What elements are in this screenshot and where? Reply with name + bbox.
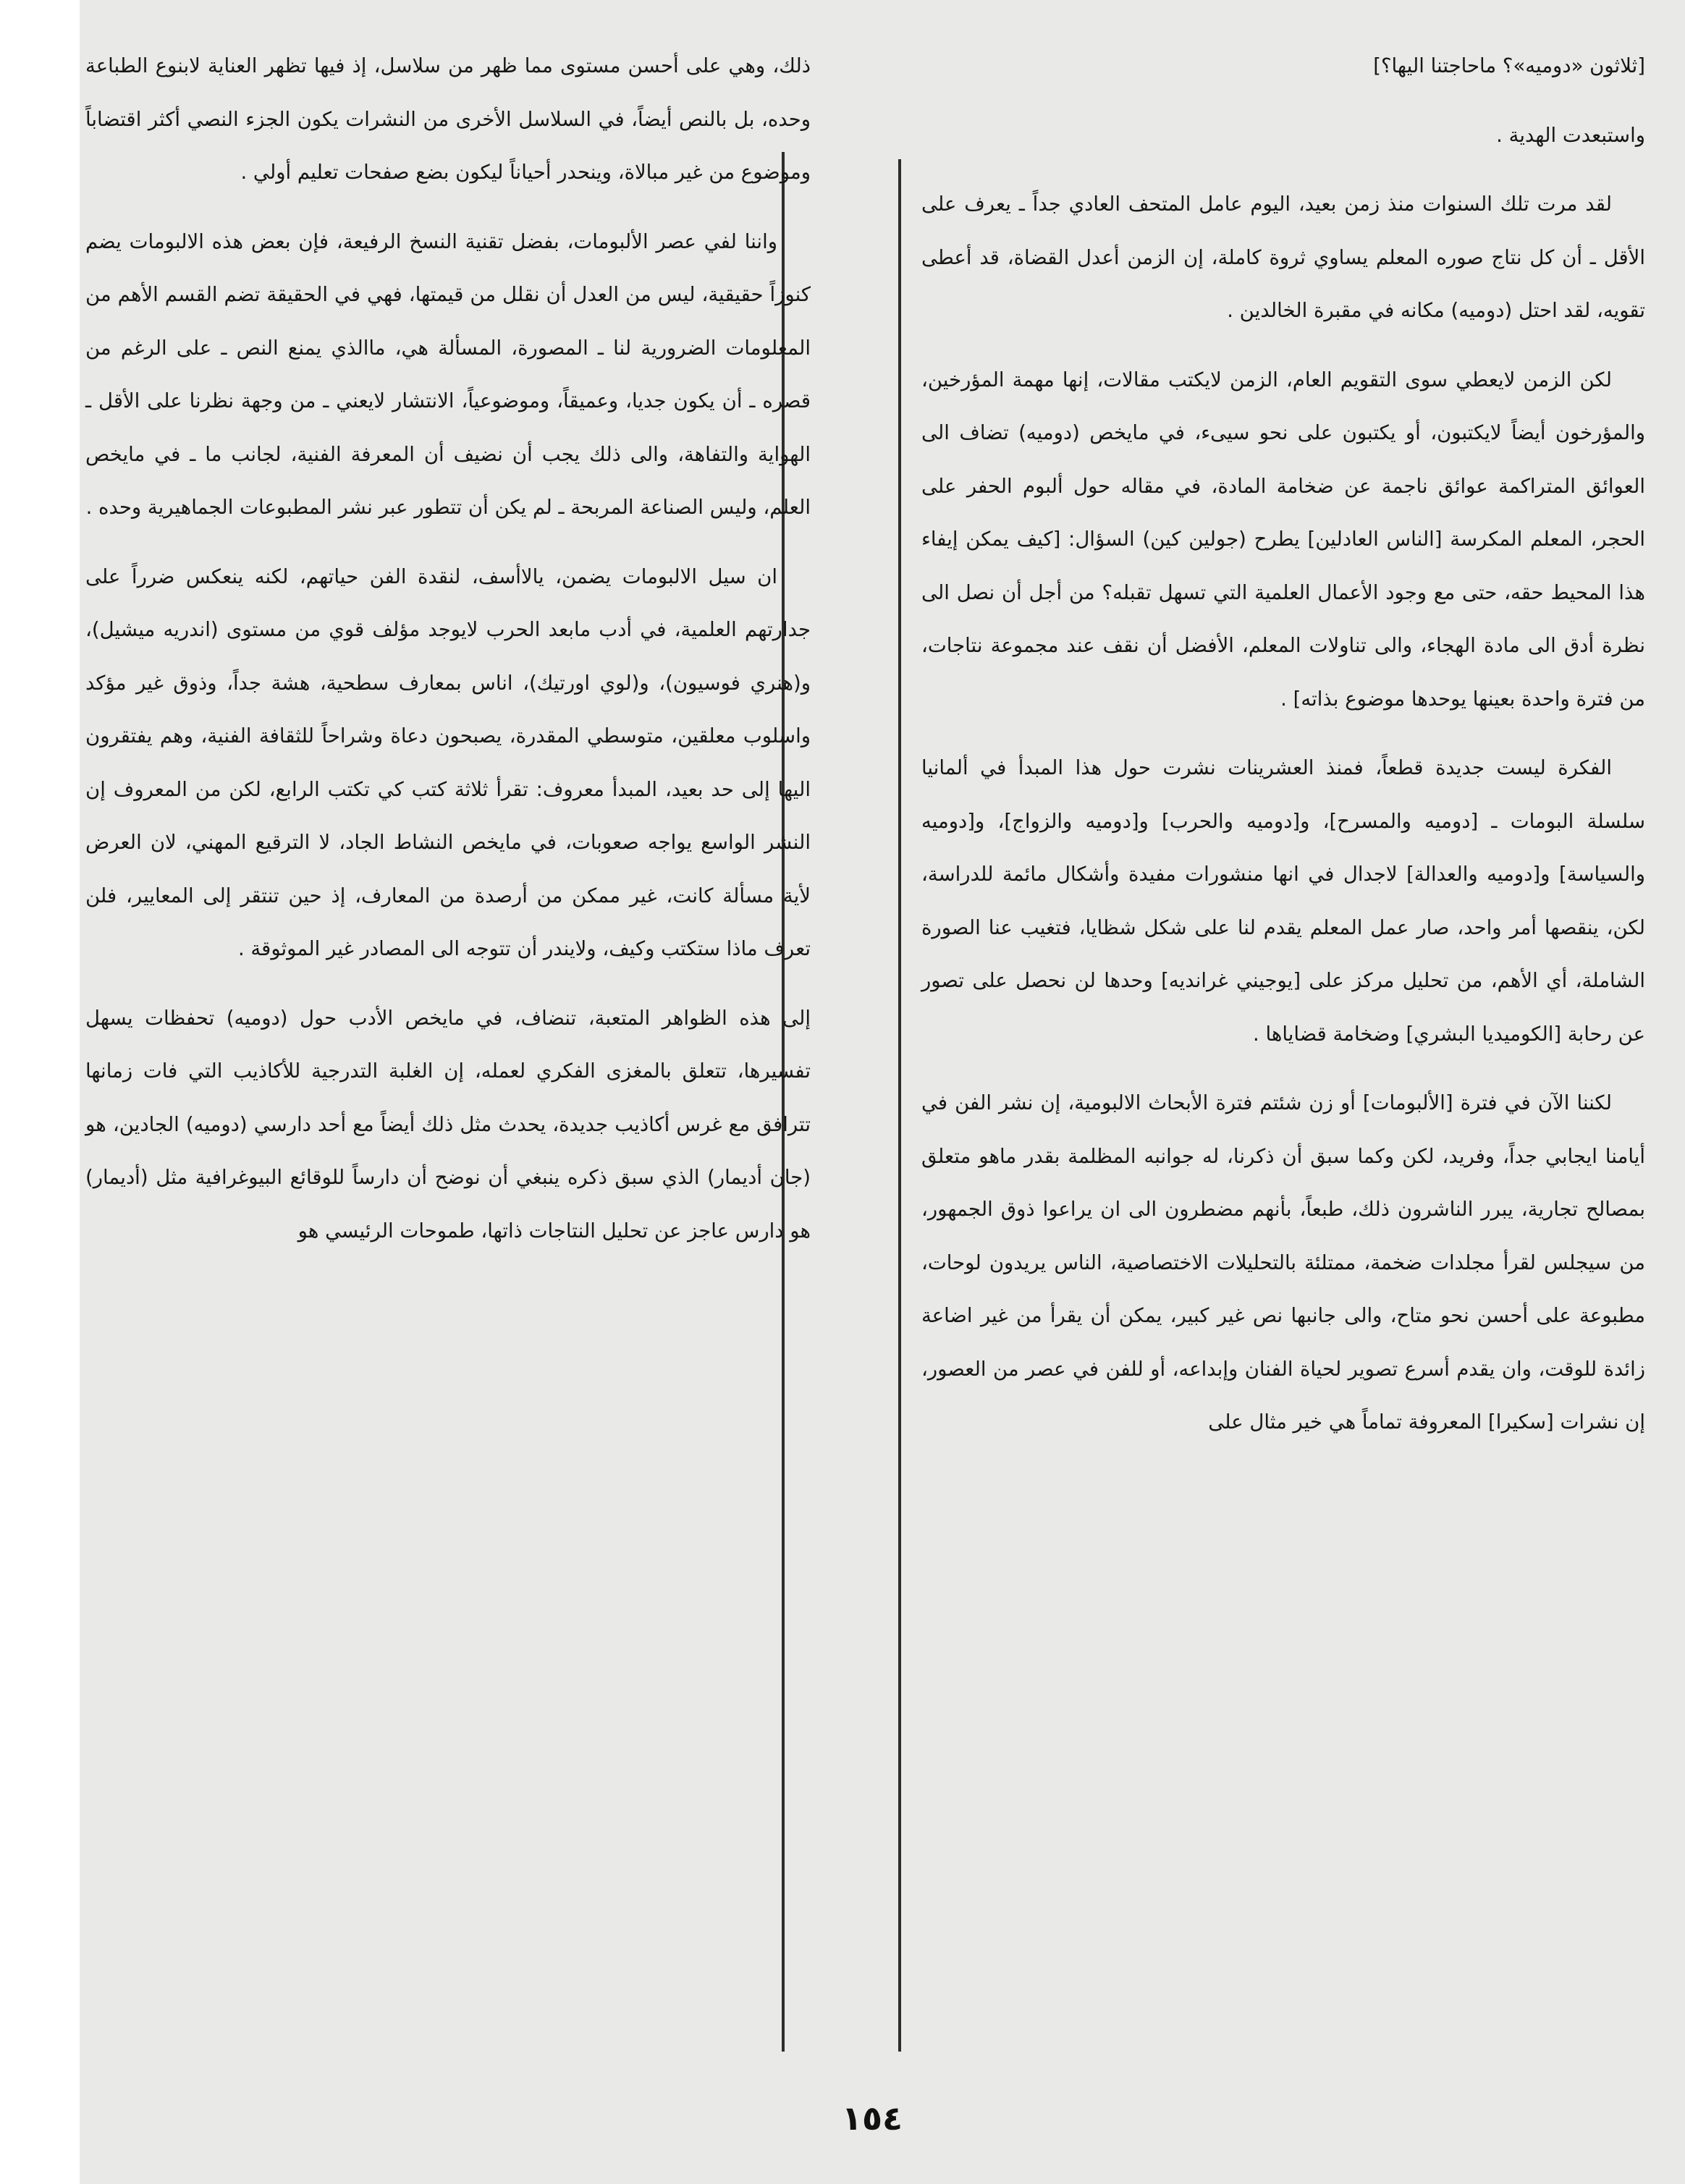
right-paragraph-2: واستبعدت الهدية . [1496,123,1645,147]
right-text-column [921,40,1645,1465]
right-paragraph-5: الفكرة ليست جديدة قطعاً، فمنذ العشرينات نشرت حول هذا المبدأ في ألمانيا سلسلة البومات ـ [دوميه والمسرح]، و[دوميه والحرب] و[دوميه والزواج]، و[دوميه والسياسة] و[دوميه والعدالة] لاجدال في انها منشورات مفيدة وأشكال مائمة للدراسة، لكن، ينقصها أمر واحد، صار عمل المعلم يقدم لنا على شكل شظايا، فتغيب عنا الصورة الشاملة، أي الأهم، من تحليل مركز على [يوجيني غرانديه] وحدها لن نحصل على تصور عن رحابة [الكوميديا البشري] وضخامة قضاياها . [921,756,1645,1046]
right-paragraph-6: لكننا الآن في فترة [الألبومات] أو زن شئتم فترة الأبحاث الالبومية، إن نشر الفن في أيامنا ايجابي جداً، وفريد، لكن وكما سبق أن ذكرنا، له جوانبه المظلمة بقدر ماهو متعلق بمصالح تجارية، يبرر الناشرون ذلك، طبعاً، بأنهم مضطرون الى ان يراعوا ذوق الجمهور، من سيجلس لقرأ مجلدات ضخمة، ممتلئة بالتحليلات الاختصاصية، الناس يريدون لوحات، مطبوعة على أحسن نحو متاح، والى جانبها نص غير كبير، يمكن أن يقرأ من غير اضاعة زائدة للوقت، وان يقدم أسرع تصوير لحياة الفنان وإبداعه، أو للفن في عصر من العصور، إن نشرات [سكيرا] المعروفة تماماً هي خير مثال على [921,1091,1645,1434]
left-paragraph-3: ان سيل الالبومات يضمن، يالاأسف، لنقدة الفن حياتهم، لكنه ينعكس ضرراً على جدارتهم العلمية، في أدب مابعد الحرب لايوجد مؤلف قوي من مستوى (اندريه ميشيل)، و(هنري فوسيون)، و(لوي اورتيك)، اناس بمعارف سطحية، هشة جداً، وذوق غير مؤكد واسلوب معلقين، متوسطي المقدرة، يصبحون دعاة وشراحاً للثقافة الفنية، وهم يفتقرون اليها إلى حد بعيد، المبدأ معروف: تقرأ ثلاثة كتب كي تكتب الرابع، لكن من المعروف إن النشر الواسع يواجه صعوبات، في مايخص النشاط الجاد، لا الترقيع المهني، لان العرض لأية مسألة كانت، غير ممكن من أرصدة من المعارف، إذ حين تنتقر إلى المعايير، فلن تعرف ماذا ستكتب وكيف، ولايندر أن تتوجه الى المصادر غير الموثوقة . [85,564,811,960]
left-paragraph-2: واننا لفي عصر الألبومات، بفضل تقنية النسخ الرفيعة، فإن بعض هذه الالبومات يضم كنوزاً حقيقية، ليس من العدل أن نقلل من قيمتها، فهي في الحقيقة تضم القسم الأهم من المعلومات الضرورية لنا ـ المصورة، المسألة هي، ماالذي يمنع النص ـ على الرغم من قصره ـ أن يكون جديا، وعميقاً، وموضوعياً، الانتشار لايعني ـ من وجهة نظرنا على الأقل ـ الهواية والتفاهة، والى ذلك يجب أن نضيف أن المعرفة الفنية، لجانب ما ـ في مايخص العلم، وليس الصناعة المربحة ـ لم يكن أن تتطور عبر نشر المطبوعات الجماهيرية وحده . [85,229,811,519]
right-paragraph-3: لقد مرت تلك السنوات منذ زمن بعيد، اليوم عامل المتحف العادي جداً ـ يعرف على الأقل ـ أن كل نتاج صوره المعلم يساوي ثروة كاملة، إن الزمن أعدل القضاة، قد أعطى تقويه، لقد احتل (دوميه) مكانه في مقبرة الخالدين . [921,192,1645,322]
right-paragraph-1: [ثلاثون «دوميه»؟ ماحاجتنا اليها؟] [1373,54,1645,77]
left-text-column [85,40,811,1274]
left-paragraph-1: ذلك، وهي على أحسن مستوى مما ظهر من سلاسل، إذ فيها تظهر العناية لابنوع الطباعة وحده، بل بالنص أيضاً، في السلاسل الأخرى من النشرات يكون الجزء النصي أكثر اقتضاباً وموضوع من غير مبالاة، وينحدر أحياناً ليكون بضع صفحات تعليم أولي . [85,54,811,184]
right-column-divider [898,159,901,2052]
page-number: ١٥٤ [841,2099,903,2138]
scan-margin [0,0,80,2184]
right-paragraph-4: لكن الزمن لايعطي سوى التقويم العام، الزمن لايكتب مقالات، إنها مهمة المؤرخين، والمؤرخون أيضاً لايكتبون، أو يكتبون على نحو سيىء، في مايخص (دوميه) تضاف الى العوائق المتراكمة عوائق ناجمة عن ضخامة المادة، في مقاله حول ألبوم الحفر على الحجر، المعلم المكرسة [الناس العادلين] يطرح (جولين كين) السؤال: [كيف يمكن إيفاء هذا المحيط حقه، حتى مع وجود الأعمال العلمية التي تسهل تقبله؟ من أجل أن نصل الى نظرة أدق الى مادة الهجاء، والى تناولات المعلم، الأفضل أن نقف عند مجموعة نتاجات، من فترة واحدة بعينها يوحدها موضوع بذاته] . [921,368,1645,711]
left-paragraph-4: إلى هذه الظواهر المتعبة، تنضاف، في مايخص الأدب حول (دوميه) تحفظات يسهل تفسيرها، تتعلق بالمغزى الفكري لعمله، إن الغلبة التدرجية للأكاذيب التي فات زمانها تترافق مع غرس أكاذيب جديدة، يحدث مثل ذلك أيضاً مع أحد دارسي (دوميه) الجادين، هو (جان أديمار) الذي سبق ذكره ينبغي أن نوضح أن دارساً للوقائع البيوغرافية مثل (أديمار) هو دارس عاجز عن تحليل النتاجات ذاتها، طموحات الرئيسي هو [85,1006,811,1243]
